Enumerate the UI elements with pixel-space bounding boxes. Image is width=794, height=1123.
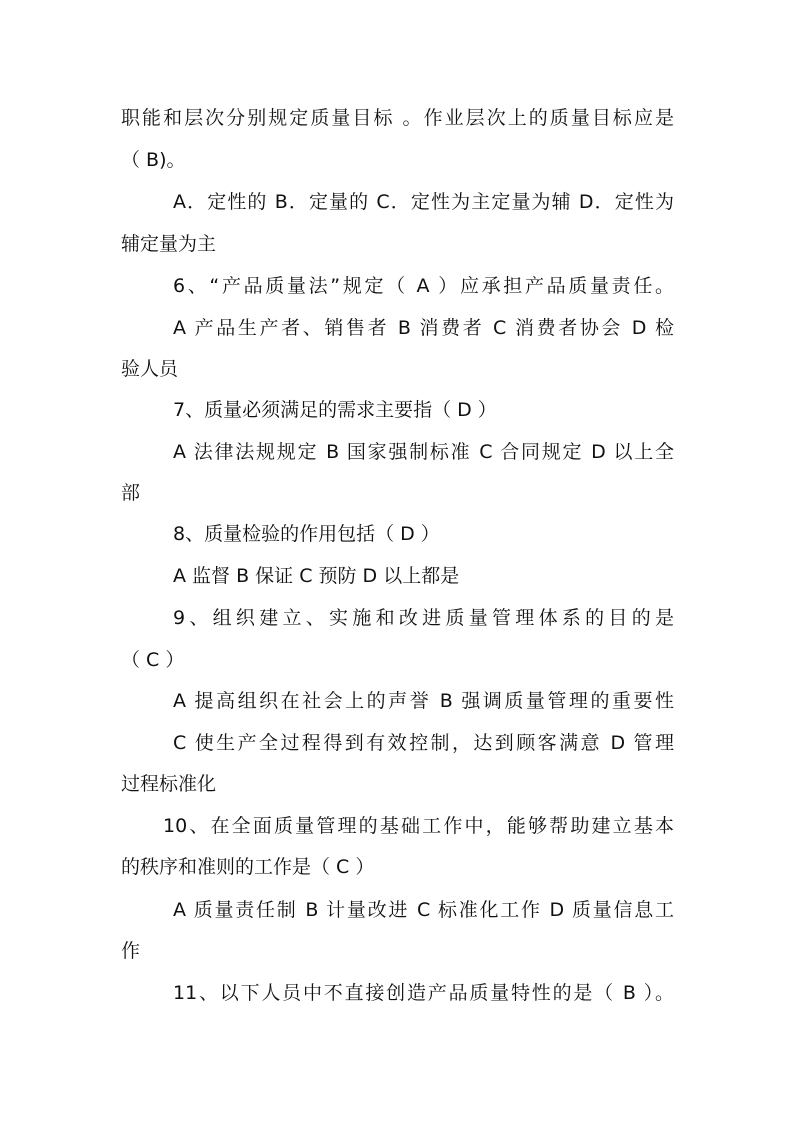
text-line: （ B)。 [121,149,186,171]
text-line: 职能和层次分别规定质量目标 。作业层次上的质量目标应是 [121,107,674,129]
text-line: A．定性的 B．定量的 C．定性为主定量为辅 D．定性为 [173,191,674,213]
text-line: 的秩序和准则的工作是（ C ） [121,856,375,878]
text-line: A 产品生产者、销售者 B 消费者 C 消费者协会 D 检 [173,317,674,339]
text-line: A 监督 B 保证 C 预防 D 以上都是 [173,565,460,587]
text-line: 部 [121,482,141,504]
text-line: A 提高组织在社会上的声誉 B 强调质量管理的重要性 [173,690,674,712]
text-line: 9、组织建立、实施和改进质量管理体系的目的是 [173,607,674,629]
text-line: A 质量责任制 B 计量改进 C 标准化工作 D 质量信息工 [173,899,674,921]
text-line: 验人员 [121,358,179,380]
text-line: （ C ） [121,649,185,671]
text-line: 作 [121,940,141,962]
text-line: 10、在全面质量管理的基础工作中，能够帮助建立基本 [163,815,674,837]
text-line: 过程标准化 [121,773,217,795]
text-line: A 法律法规规定 B 国家强制标准 C 合同规定 D 以上全 [173,441,674,463]
text-line: 辅定量为主 [121,233,217,255]
text-line: 7、质量必须满足的需求主要指（ D ） [173,399,497,421]
text-line: 11、以下人员中不直接创造产品质量特性的是（ B ）。 [173,982,674,1004]
text-line: C 使生产全过程得到有效控制，达到顾客满意 D 管理 [173,732,674,754]
text-line: 8、质量检验的作用包括（ D ） [173,523,440,545]
text-line: 6、“产品质量法”规定（ A ）应承担产品质量责任。 [173,275,674,297]
